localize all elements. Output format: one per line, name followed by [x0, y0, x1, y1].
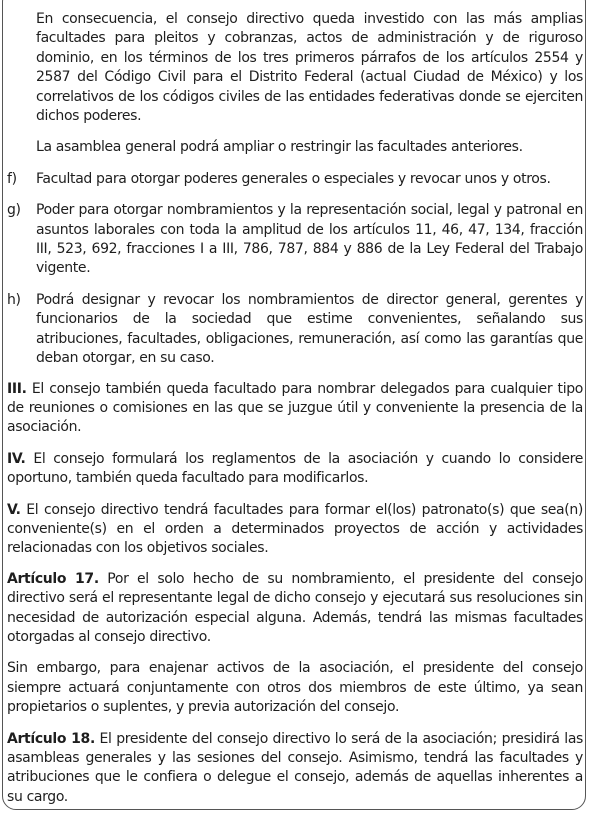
section-v: [7, 501, 583, 559]
section-text: El consejo formulará los reglamentos de la asociación y cuando lo considere oportuno, también queda facultado para modificarlos.: [7, 450, 583, 487]
section-text: El consejo directivo tendrá facultades para formar el(los) patronato(s) que sea(n) conveniente(s) en el orden a determinados proyectos de acción y actividades relacionadas con los objetivos sociales.: [7, 501, 583, 557]
document-body: [7, 10, 583, 807]
list-item-text: Facultad para otorgar poderes generales o especiales y revocar unos y otros.: [36, 170, 551, 187]
paragraph-asamblea: La asamblea general podrá ampliar o restringir las facultades anteriores.: [36, 139, 523, 156]
article-text: El presidente del consejo directivo lo será de la asociación; presidirá las asambleas generales y las sesiones del consejo. Asimismo, tendrá las facultades y atribuciones que le confiera o delegue el consejo, además de aquellas inherentes a su cargo.: [7, 730, 583, 805]
paragraph-sin-embargo: Sin embargo, para enajenar activos de la asociación, el presidente del consejo siempre actuará conjuntamente con otros dos miembros de este último, ya sean propietarios o suplentes, y previa autorización del consejo.: [7, 660, 583, 716]
list-item-text: Podrá designar y revocar los nombramientos de director general, gerentes y funcionarios de la sociedad que estime convenientes, señalando sus atribuciones, facultades, obligaciones, remuneración, así como las garantías que deban otorgar, en su caso.: [36, 291, 583, 367]
list-item-text: Poder para otorgar nombramientos y la representación social, legal y patronal en asuntos laborales con toda la amplitud de los artículos 11, 46, 47, 134, fracción III, 523, 692, fracciones I a III, 786, 787, 884 y 886 de la Ley Federal del Trabajo vigente.: [36, 202, 583, 277]
section-iii: [7, 380, 583, 438]
section-label: IV.: [7, 450, 26, 467]
article-label: Artículo 17.: [7, 570, 99, 587]
section-label: V.: [7, 501, 21, 518]
list-item-h: [7, 291, 583, 369]
list-marker: f): [7, 170, 17, 187]
section-label: III.: [7, 380, 27, 397]
article-text: Por el solo hecho de su nombramiento, el presidente del consejo directivo será el representante legal de dicho consejo y ejecutará sus resoluciones sin necesidad de autorización especial alguna. Además, tendrá las mismas facultades otorgadas al consejo directivo.: [7, 570, 583, 645]
list-marker: g): [7, 202, 21, 219]
article-17: [7, 570, 583, 648]
list-item-g: [7, 201, 583, 279]
section-text: El consejo también queda facultado para nombrar delegados para cualquier tipo de reuniones o comisiones en las que se juzgue útil y conveniente la presencia de la asociación.: [7, 380, 583, 436]
article-18: [7, 730, 583, 808]
paragraph-consejo-facultades: En consecuencia, el consejo directivo queda investido con las más amplias facultades para pleitos y cobranzas, actos de administración y de riguroso dominio, en los términos de los tres primeros párrafos de los artículos 2554 y 2587 del Código Civil para el Distrito Federal (actual Ciudad de México) y los correlativos de los códigos civiles de las entidades federativas donde se ejerciten dichos poderes.: [36, 11, 583, 125]
article-label: Artículo 18.: [7, 730, 95, 747]
section-iv: [7, 450, 583, 489]
list-marker: h): [7, 291, 21, 308]
list-item-f: [7, 170, 583, 189]
